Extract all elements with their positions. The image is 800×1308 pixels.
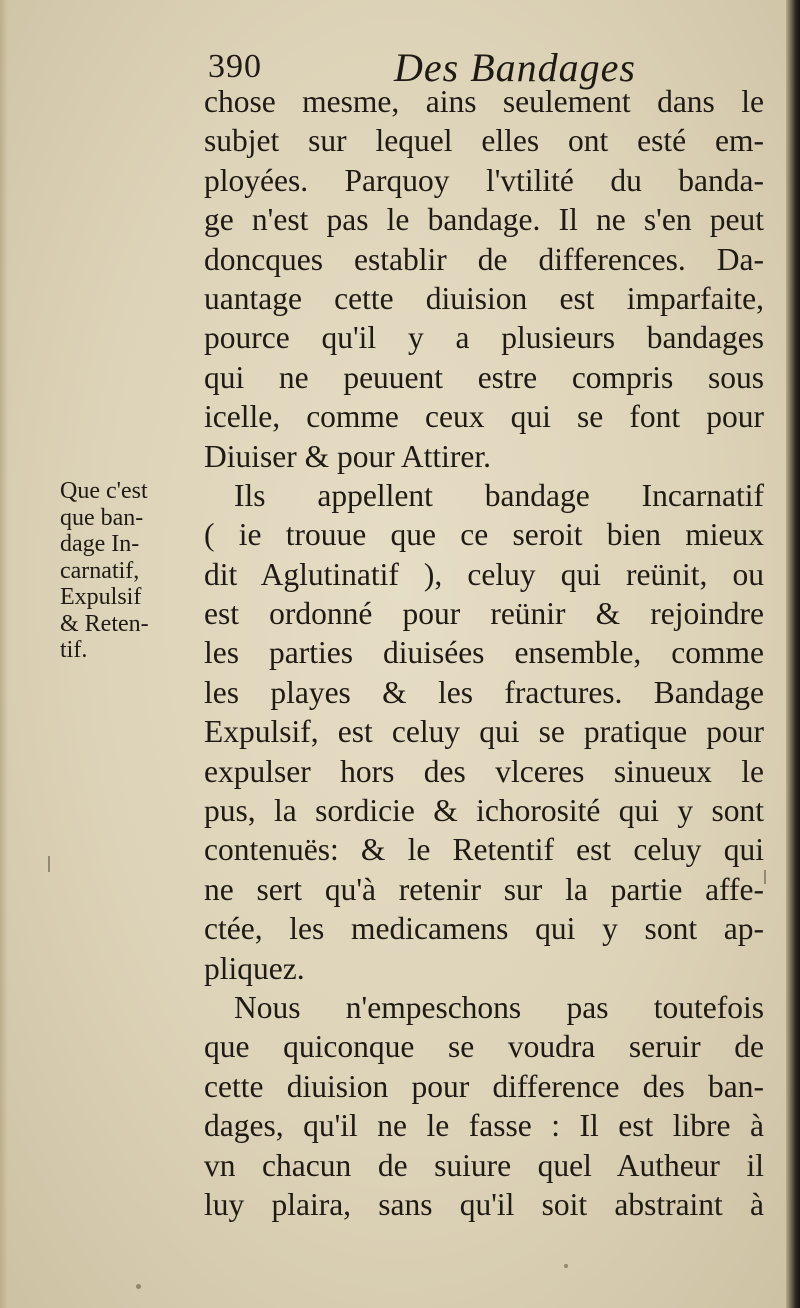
text-line: icelle, comme ceux qui se font pour xyxy=(204,399,764,435)
margin-note-line: & Reten- xyxy=(60,610,149,637)
text-line: Expulsif, est celuy qui se pratique pour xyxy=(204,714,764,750)
text-line: ployées. Parquoy l'vtilité du banda- xyxy=(204,162,764,198)
text-line: subjet sur lequel elles ont esté em- xyxy=(204,123,764,159)
ink-speck xyxy=(48,856,50,872)
margin-note-line: que ban- xyxy=(60,504,144,531)
margin-note-line: Que c'est xyxy=(60,478,148,504)
margin-note-line: carnatif, xyxy=(60,557,140,584)
page-left-edge xyxy=(0,0,8,1308)
text-line: pource qu'il y a plusieurs bandages xyxy=(204,320,764,356)
margin-note-line: dage In- xyxy=(60,531,140,557)
text-line: est ordonné pour reünir & rejoindre xyxy=(204,596,764,632)
margin-note xyxy=(60,478,180,664)
text-line: ne sert qu'à retenir sur la partie affe- xyxy=(204,871,764,907)
margin-note-line: Expulsif xyxy=(60,584,142,610)
text-line: cette diuision pour difference des ban- xyxy=(204,1068,764,1104)
text-line: ge n'est pas le bandage. Il ne s'en peut xyxy=(204,202,764,238)
body-text xyxy=(204,82,764,1224)
text-line: Nous n'empeschons pas toutefois xyxy=(234,989,764,1025)
text-line: contenuës: & le Retentif est celuy qui xyxy=(204,832,764,868)
text-line: dages, qu'il ne le fasse : Il est libre à xyxy=(204,1108,764,1144)
text-line: ( ie trouue que ce seroit bien mieux xyxy=(204,517,764,553)
ink-speck xyxy=(764,870,766,884)
text-line: les playes & les fractures. Bandage xyxy=(204,674,764,710)
ink-speck xyxy=(564,1264,568,1268)
margin-note-line: tif. xyxy=(60,637,88,663)
ink-speck xyxy=(136,1284,141,1289)
running-title: Des Bandages xyxy=(394,45,636,90)
text-line: dit Aglutinatif ), celuy qui reünit, ou xyxy=(204,556,764,592)
text-line: Ils appellent bandage Incarnatif xyxy=(234,477,764,513)
text-line: Diuiser & pour Attirer. xyxy=(204,438,491,474)
text-line: vn chacun de suiure quel Autheur il xyxy=(204,1147,764,1183)
text-line: luy plaira, sans qu'il soit abstraint à xyxy=(204,1186,764,1222)
text-line: chose mesme, ains seulement dans le xyxy=(204,84,764,119)
text-line: qui ne peuuent estre compris sous xyxy=(204,359,764,395)
text-line: expulser hors des vlceres sinueux le xyxy=(204,753,764,789)
page-right-edge-shadow xyxy=(786,0,800,1308)
page-number: 390 xyxy=(208,48,262,85)
text-line: les parties diuisées ensemble, comme xyxy=(204,635,764,671)
text-line: que quiconque se voudra seruir de xyxy=(204,1029,764,1065)
text-line: uantage cette diuision est imparfaite, xyxy=(204,280,764,316)
text-line: pliquez. xyxy=(204,950,305,986)
text-line: ctée, les medicamens qui y sont ap- xyxy=(204,911,764,947)
text-line: doncques establir de differences. Da- xyxy=(204,241,764,277)
text-line: pus, la sordicie & ichorosité qui y sont xyxy=(204,793,764,829)
